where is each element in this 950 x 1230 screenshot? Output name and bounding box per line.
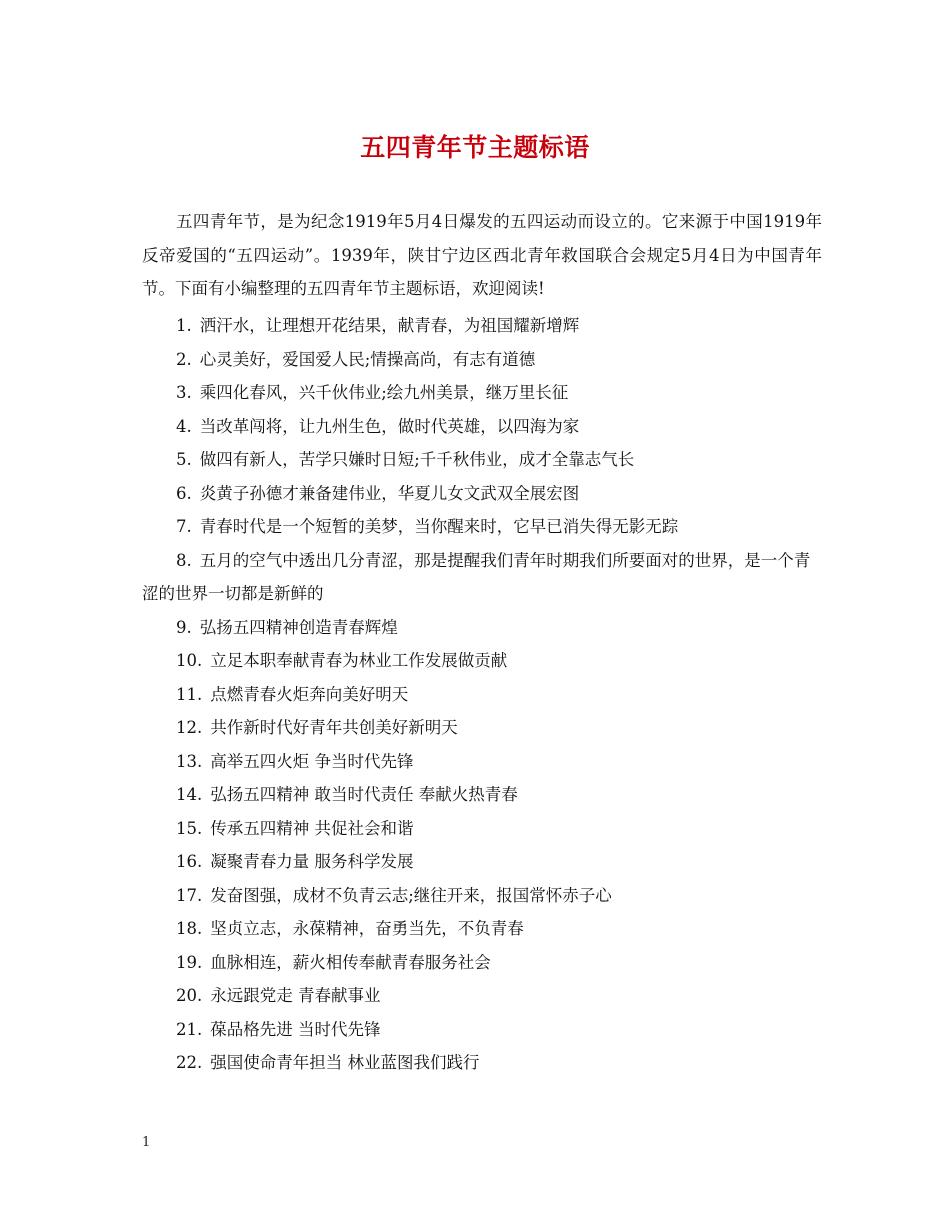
slogan-list	[142, 309, 822, 1080]
slogan-text: 点燃青春火炬奔向美好明天	[210, 684, 409, 704]
slogan-number: 21.	[176, 1019, 203, 1039]
slogan-item	[142, 778, 822, 812]
page-number: 1	[142, 1135, 151, 1150]
slogan-item	[142, 1046, 822, 1080]
slogan-item	[142, 1013, 822, 1047]
slogan-text: 弘扬五四精神创造青春辉煌	[199, 617, 398, 637]
slogan-item	[142, 376, 822, 410]
slogan-number: 3.	[176, 383, 192, 402]
slogan-item	[142, 745, 822, 779]
slogan-text: 青春时代是一个短暂的美梦，当你醒来时，它早已消失得无影无踪	[199, 517, 679, 536]
slogan-number: 19.	[176, 952, 203, 972]
slogan-text: 葆品格先进 当时代先锋	[210, 1019, 381, 1039]
slogan-text: 炎黄子孙德才兼备建伟业，华夏儿女文武双全展宏图	[199, 483, 580, 503]
slogan-number: 10.	[176, 651, 203, 670]
slogan-text: 强国使命青年担当 林业蓝图我们践行	[210, 1053, 480, 1072]
slogan-text: 共作新时代好青年共创美好新明天	[210, 718, 458, 737]
slogan-item	[142, 477, 822, 511]
slogan-text: 凝聚青春力量 服务科学发展	[210, 852, 414, 871]
slogan-item	[142, 309, 822, 343]
slogan-text: 坚贞立志，永葆精神，奋勇当先，不负青春	[210, 919, 524, 938]
slogan-item	[142, 644, 822, 678]
slogan-number: 5.	[176, 450, 192, 469]
slogan-item	[142, 611, 822, 645]
slogan-item	[142, 879, 822, 913]
slogan-text: 血脉相连，薪火相传奉献青春服务社会	[210, 952, 491, 972]
slogan-number: 16.	[176, 852, 203, 871]
slogan-number: 14.	[176, 785, 203, 804]
slogan-item	[142, 343, 822, 377]
slogan-text: 做四有新人，苦学只嫌时日短;千千秋伟业，成才全靠志气长	[199, 450, 635, 469]
intro-paragraph: 五四青年节，是为纪念1919年5月4日爆发的五四运动而设立的。它来源于中国1919年反帝爱国的“五四运动”。1939年，陕甘宁边区西北青年救国联合会规定5月4日为中国青年节。下面有小编整理的五四青年节主题标语，欢迎阅读!	[142, 212, 822, 298]
slogan-number: 22.	[176, 1053, 203, 1072]
slogan-text: 传承五四精神 共促社会和谐	[210, 818, 414, 838]
slogan-item	[142, 812, 822, 846]
intro-section	[142, 205, 822, 306]
slogan-number: 7.	[176, 517, 192, 536]
slogan-number: 1.	[176, 316, 192, 335]
slogan-text: 洒汗水，让理想开花结果，献青春，为祖国耀新增辉	[199, 316, 580, 335]
slogan-text: 当改革闯将，让九州生色，做时代英雄，以四海为家	[199, 416, 580, 436]
slogan-text: 高举五四火炬 争当时代先锋	[210, 751, 414, 771]
slogan-number: 4.	[176, 416, 192, 436]
slogan-number: 18.	[176, 919, 203, 938]
slogan-text: 心灵美好，爱国爱人民;情操高尚，有志有道德	[199, 349, 536, 369]
slogan-text: 永远跟党走 青春献事业	[210, 986, 381, 1005]
slogan-text: 立足本职奉献青春为林业工作发展做贡献	[210, 651, 508, 670]
slogan-number: 12.	[176, 718, 203, 737]
slogan-text: 弘扬五四精神 敢当时代责任 奉献火热青春	[210, 785, 518, 804]
slogan-item	[142, 912, 822, 946]
slogan-number: 11.	[176, 684, 203, 704]
slogan-text: 乘四化春风，兴千伙伟业;绘九州美景，继万里长征	[199, 383, 569, 402]
slogan-item	[142, 410, 822, 444]
page-title: 五四青年节主题标语	[360, 133, 590, 162]
slogan-number: 6.	[176, 483, 192, 503]
slogan-number: 2.	[176, 349, 192, 369]
slogan-item	[142, 845, 822, 879]
slogan-item	[142, 544, 822, 611]
slogan-text: 五月的空气中透出几分青涩，那是提醒我们青年时期我们所要面对的世界，是一个青涩的世界一切都是新鲜的	[142, 550, 811, 603]
slogan-item	[142, 443, 822, 477]
slogan-number: 9.	[176, 617, 192, 637]
slogan-number: 20.	[176, 986, 203, 1005]
slogan-item	[142, 678, 822, 712]
slogan-item	[142, 946, 822, 980]
slogan-number: 13.	[176, 751, 203, 771]
slogan-item	[142, 510, 822, 544]
slogan-number: 15.	[176, 818, 203, 838]
slogan-item	[142, 979, 822, 1013]
slogan-number: 17.	[176, 885, 203, 905]
slogan-item	[142, 711, 822, 745]
slogan-text: 发奋图强，成材不负青云志;继往开来，报国常怀赤子心	[210, 885, 612, 905]
slogan-number: 8.	[176, 550, 192, 570]
